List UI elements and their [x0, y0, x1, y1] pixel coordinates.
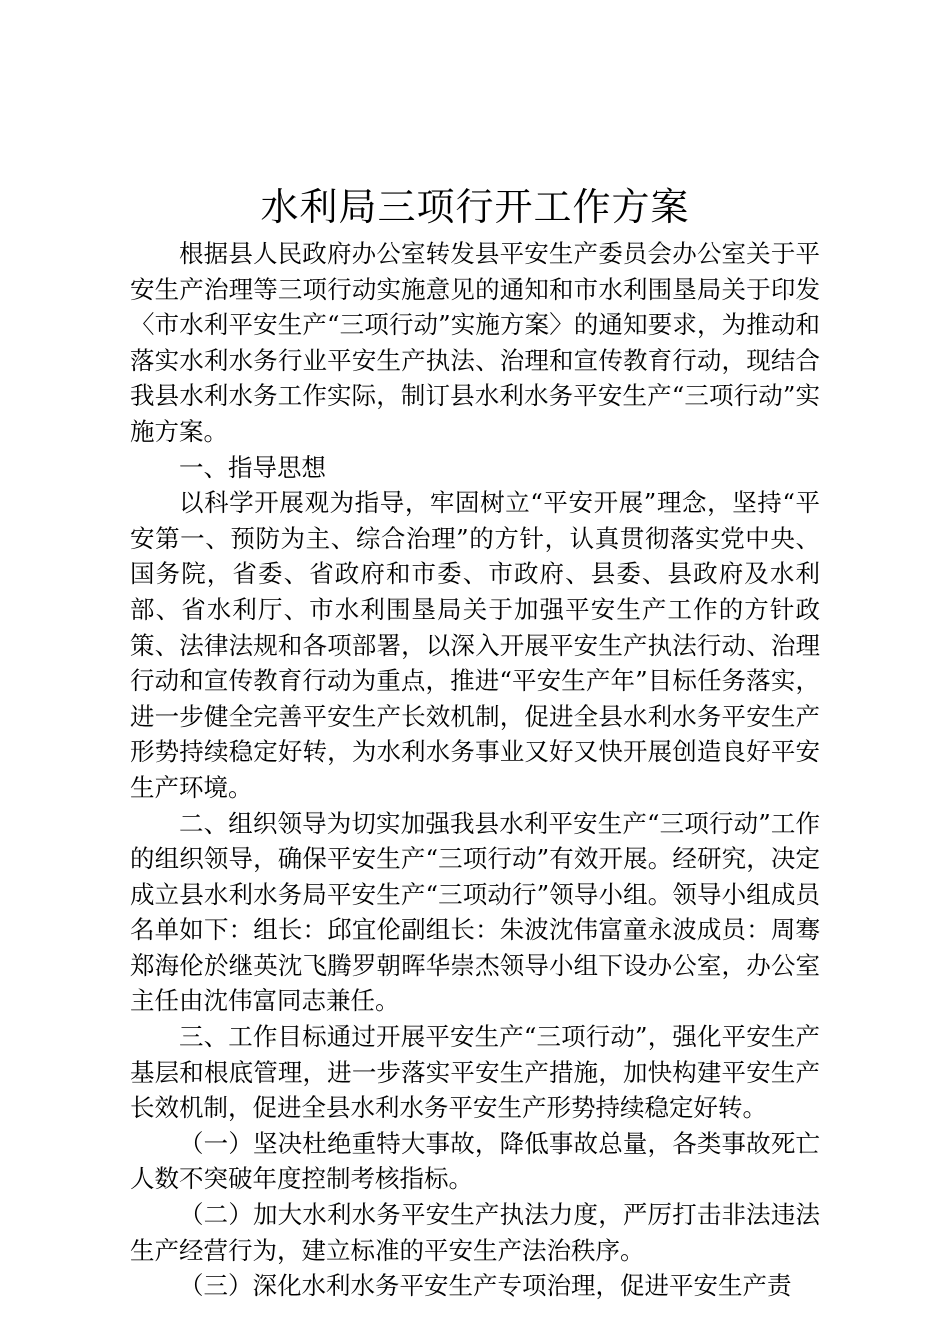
paragraph-work-goals: 三、工作目标通过开展平安生产“三项行动”，强化平安生产基层和根底管理，进一步落实平安生产措施，加快构建平安生产长效机制，促进全县水利水务平安生产形势持续稳定好转。 [130, 1022, 820, 1123]
paragraph-intro: 根据县人民政府办公室转发县平安生产委员会办公室关于平安生产治理等三项行动实施意见的通知和市水利围垦局关于印发〈市水利平安生产“三项行动”实施方案〉的通知要求，为推动和落实水利水务行业平安生产执法、治理和宣传教育行动，现结合我县水利水务工作实际，制订县水利水务平安生产“三项行动”实施方案。 [130, 239, 820, 446]
paragraph-goal-3: （三）深化水利水务平安生产专项治理，促进平安生产责 [179, 1271, 792, 1301]
paragraph-organization: 二、组织领导为切实加强我县水利平安生产“三项行动”工作的组织领导，确保平安生产“三项行动”有效开展。经研究，决定成立县水利水务局平安生产“三项动行”领导小组。领导小组成员名单如下：组长：邱宜伦副组长：朱波沈伟富童永波成员：周骞郑海伦於继英沈飞腾罗朝晖华崇杰领导小组下设办公室，办公室主任由沈伟富同志兼任。 [130, 808, 820, 1016]
heading-guiding-thought: 一、指导思想 [179, 452, 326, 482]
document-title: 水利局三项行开工作方案 [260, 185, 690, 229]
paragraph-goal-1: （一）坚决杜绝重特大事故，降低事故总量，各类事故死亡人数不突破年度控制考核指标。 [130, 1128, 820, 1194]
document-page [130, 182, 820, 1304]
paragraph-guiding-thought: 以科学开展观为指导，牢固树立“平安开展”理念，坚持“平安第一、预防为主、综合治理”的方针，认真贯彻落实党中央、国务院，省委、省政府和市委、市政府、县委、县政府及水利部、省水利厅、市水利围垦局关于加强平安生产工作的方针政策、法律法规和各项部署，以深入开展平安生产执法行动、治理行动和宣传教育行动为重点，推进“平安生产年”目标任务落实，进一步健全完善平安生产长效机制，促进全县水利水务平安生产形势持续稳定好转，为水利水务事业又好又快开展创造良好平安生产环境。 [130, 488, 820, 802]
paragraph-goal-2: （二）加大水利水务平安生产执法力度，严厉打击非法违法生产经营行为，建立标准的平安生产法治秩序。 [130, 1200, 820, 1265]
